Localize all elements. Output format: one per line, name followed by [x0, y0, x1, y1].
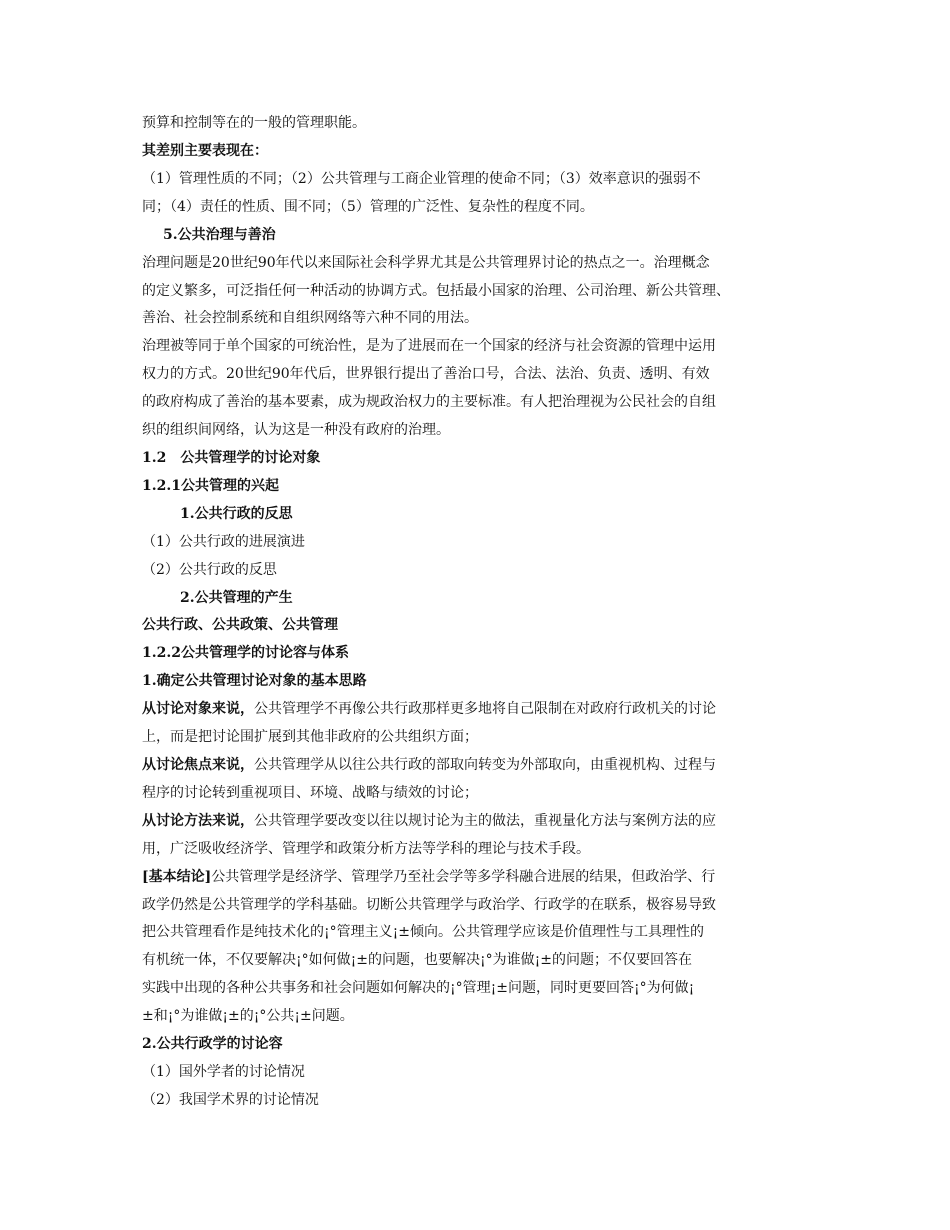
- section-heading: 2.公共行政学的讨论容: [142, 1036, 283, 1052]
- text-span: 公共管理学不再像公共行政那样更多地将自己限制在对政府行政机关的讨论: [254, 701, 716, 717]
- section-heading: 2.公共管理的产生: [180, 590, 293, 606]
- text-line: 用，广泛吸收经济学、管理学和政策分析方法等学科的理论与技术手段。: [142, 841, 590, 857]
- text-line: 同；（4）责任的性质、围不同；（5）管理的广泛性、复杂性的程度不同。: [142, 199, 594, 215]
- section-heading: 1.2.2公共管理学的讨论容与体系: [142, 645, 349, 661]
- section-heading: 1.2 公共管理学的讨论对象: [142, 450, 321, 466]
- text-line: 治理被等同于单个国家的可统治性，是为了进展而在一个国家的经济与社会资源的管理中运用: [142, 338, 716, 354]
- section-heading: 1.2.1公共管理的兴起: [142, 478, 279, 494]
- section-heading: 1.公共行政的反思: [180, 506, 293, 522]
- list-item: （2）我国学术界的讨论情况: [142, 1092, 319, 1108]
- text-line: 有机统一体，不仅要解决¡°如何做¡±的问题，也要解决¡°为谁做¡±的问题；不仅要回答在: [142, 952, 692, 968]
- text-line: [142, 867, 814, 887]
- text-line: ±和¡°为谁做¡±的¡°公共¡±问题。: [142, 1008, 354, 1024]
- text-line: [142, 699, 814, 719]
- text-span: 公共管理学从以往公共行政的部取向转变为外部取向，由重视机构、过程与: [254, 757, 716, 773]
- list-item: （1）公共行政的进展演进: [142, 534, 305, 550]
- text-span: 公共管理学要改变以往以规讨论为主的做法，重视量化方法与案例方法的应: [254, 813, 716, 829]
- text-line: 治理问题是20世纪90年代以来国际社会科学界尤其是公共管理界讨论的热点之一。治理概念: [142, 255, 710, 271]
- text-line: 程序的讨论转到重视项目、环境、战略与绩效的讨论；: [142, 785, 478, 801]
- text-line: [142, 755, 814, 775]
- text-line: 的定义繁多，可泛指任何一种活动的协调方式。包括最小国家的治理、公司治理、新公共管理、: [142, 283, 730, 299]
- section-heading: 1.确定公共管理讨论对象的基本思路: [142, 673, 367, 689]
- text-line: 上，而是把讨论围扩展到其他非政府的公共组织方面；: [142, 729, 478, 745]
- lead-phrase: [基本结论]: [142, 869, 212, 885]
- text-line: 织的组织间网络，认为这是一种没有政府的治理。: [142, 422, 450, 438]
- text-span: 公共管理学是经济学、管理学乃至社会学等多学科融合进展的结果，但政治学、行: [211, 869, 716, 885]
- text-line: 政学仍然是公共管理学的学科基础。切断公共管理学与政治学、行政学的在联系，极容易导致: [142, 897, 716, 913]
- lead-phrase: 从讨论焦点来说，: [142, 757, 254, 773]
- lead-phrase: 从讨论对象来说，: [142, 701, 254, 717]
- section-heading: 其差别主要表现在：: [142, 143, 268, 159]
- text-line: 善治、社会控制系统和自组织网络等六种不同的用法。: [142, 310, 478, 326]
- lead-phrase: 从讨论方法来说，: [142, 813, 254, 829]
- text-line: [142, 811, 814, 831]
- section-heading: 5.公共治理与善治: [163, 227, 276, 243]
- list-item: （2）公共行政的反思: [142, 562, 277, 578]
- text-line: 把公共管理看作是纯技术化的¡°管理主义¡±倾向。公共管理学应该是价值理性与工具理性的: [142, 924, 704, 940]
- list-item: （1）国外学者的讨论情况: [142, 1064, 305, 1080]
- section-heading: 公共行政、公共政策、公共管理: [142, 617, 338, 633]
- text-line: 的政府构成了善治的基本要素，成为规政治权力的主要标准。有人把治理视为公民社会的自组: [142, 394, 716, 410]
- text-line: 预算和控制等在的一般的管理职能。: [142, 115, 366, 131]
- text-line: 实践中出现的各种公共事务和社会问题如何解决的¡°管理¡±问题，同时更要回答¡°为何做¡: [142, 980, 695, 996]
- text-line: 权力的方式。20世纪90年代后，世界银行提出了善治口号，合法、法治、负责、透明、有效: [142, 366, 710, 382]
- text-line: （1）管理性质的不同；（2）公共管理与工商企业管理的使命不同；（3）效率意识的强弱不: [142, 171, 701, 187]
